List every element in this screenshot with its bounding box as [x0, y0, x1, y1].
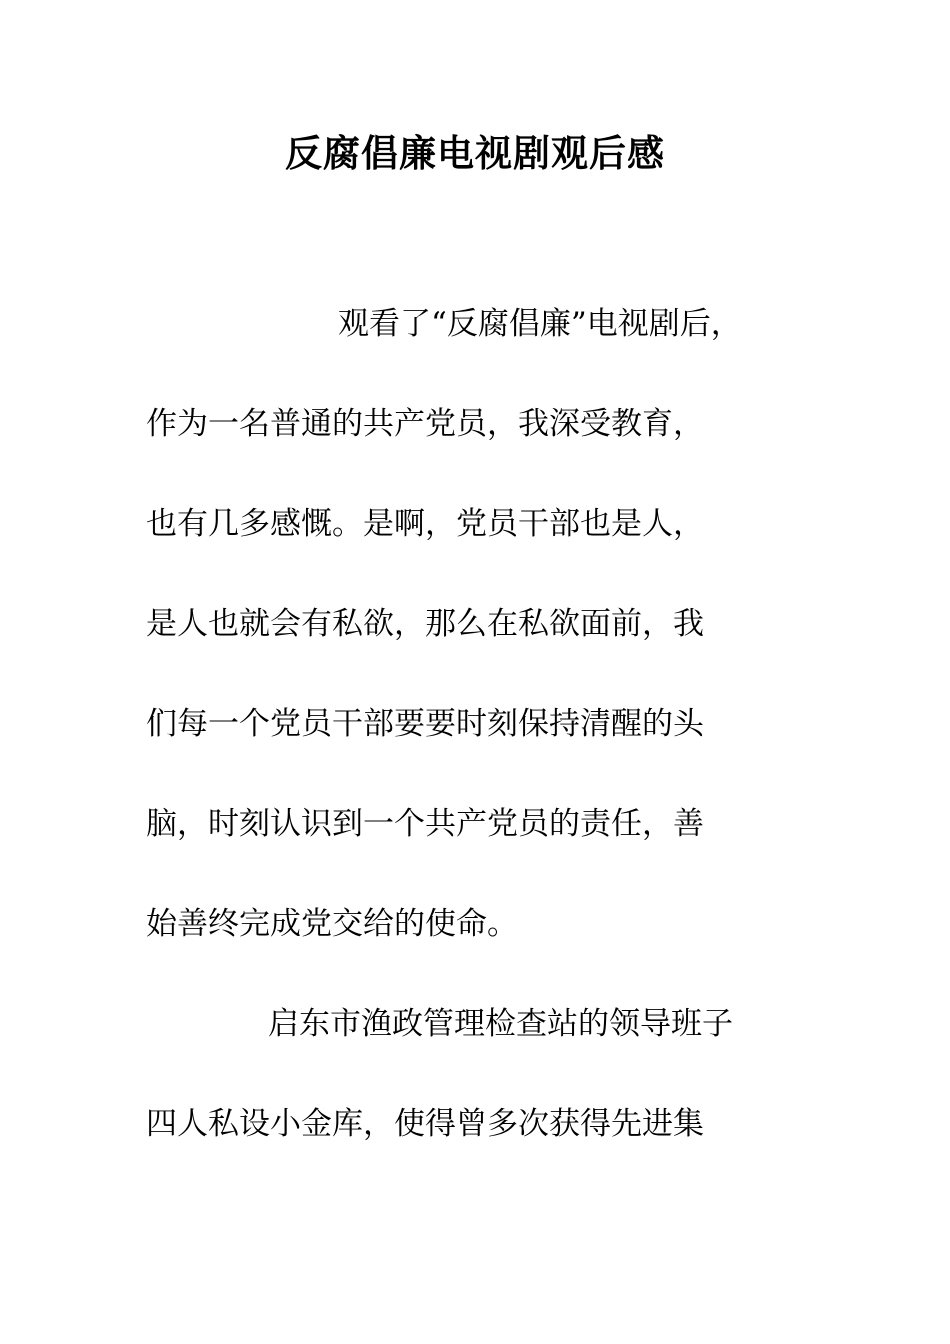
paragraph-1-line-4: 是人也就会有私欲，那么在私欲面前，我: [146, 606, 704, 642]
paragraph-2-line-1: 启东市渔政管理检查站的领导班子: [268, 1006, 733, 1042]
paragraph-1-line-5: 们每一个党员干部要要时刻保持清醒的头: [146, 706, 704, 742]
paragraph-1-line-1: 观看了“反腐倡廉”电视剧后，: [338, 306, 742, 342]
paragraph-1-line-3: 也有几多感慨。是啊，党员干部也是人，: [146, 506, 704, 542]
document-title: 反腐倡廉电视剧观后感: [285, 132, 665, 175]
paragraph-1-line-2: 作为一名普通的共产党员，我深受教育，: [146, 406, 704, 442]
paragraph-1-line-7: 始善终完成党交给的使命。: [146, 906, 518, 942]
paragraph-2-line-2: 四人私设小金库，使得曾多次获得先进集: [146, 1106, 704, 1142]
paragraph-1-line-6: 脑，时刻认识到一个共产党员的责任，善: [146, 806, 704, 842]
